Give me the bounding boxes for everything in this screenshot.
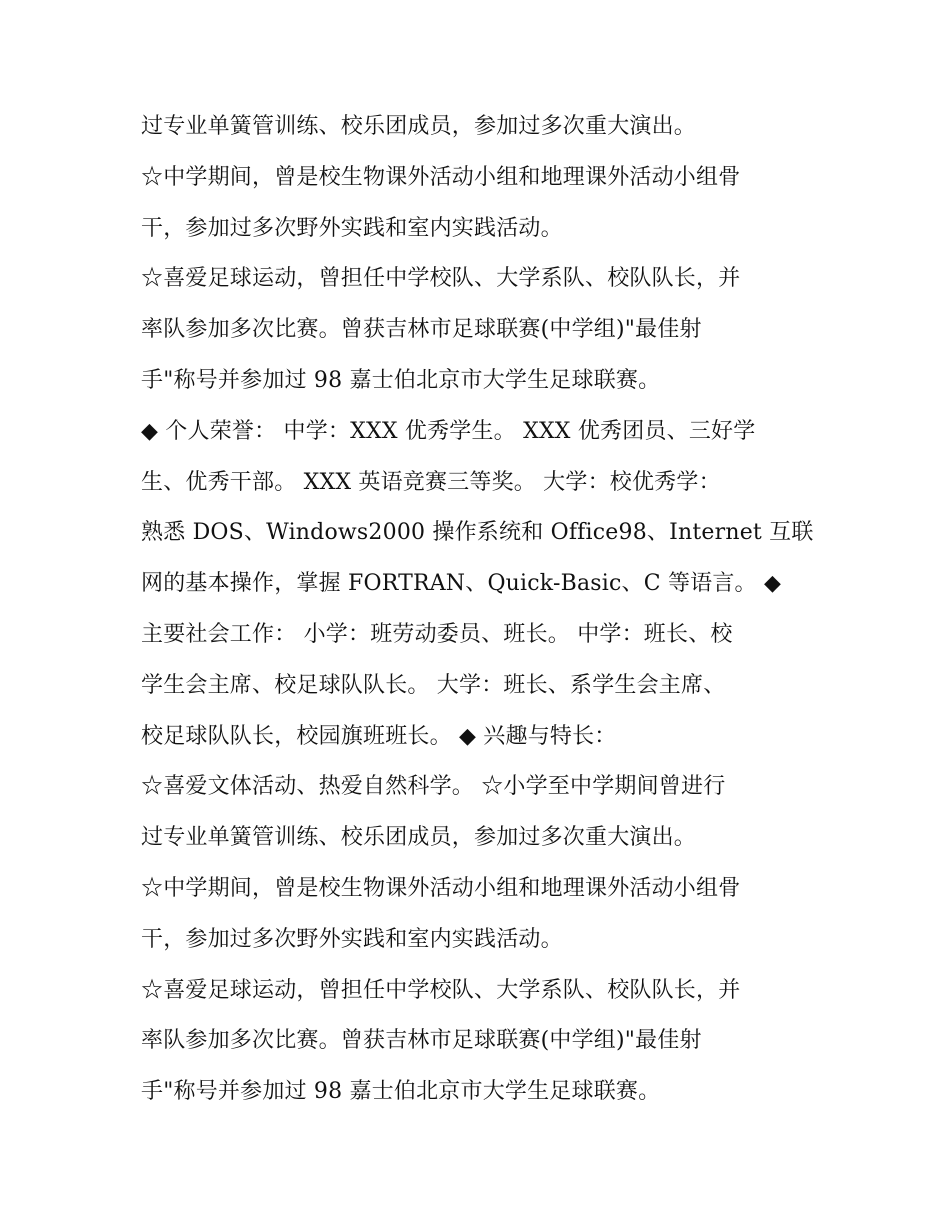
text-line: 网的基本操作，掌握 FORTRAN、Quick-Basic、C 等语言。 ◆: [141, 571, 782, 597]
text-line: 干，参加过多次野外实践和室内实践活动。: [141, 215, 563, 241]
text-line: 主要社会工作： 小学：班劳动委员、班长。 中学：班长、校: [141, 621, 733, 647]
text-line: 率队参加多次比赛。曾获吉林市足球联赛(中学组)"最佳射: [141, 1028, 702, 1054]
text-line: 过专业单簧管训练、校乐团成员，参加过多次重大演出。: [141, 825, 697, 851]
text-line: 手"称号并参加过 98 嘉士伯北京市大学生足球联赛。: [141, 1079, 661, 1105]
text-line: ◆ 个人荣誉： 中学：XXX 优秀学生。 XXX 优秀团员、三好学: [141, 418, 756, 444]
text-line: 生、优秀干部。 XXX 英语竞赛三等奖。 大学：校优秀学：: [141, 469, 721, 495]
text-line: ☆中学期间，曾是校生物课外活动小组和地理课外活动小组骨: [141, 875, 741, 901]
text-line: ☆喜爱足球运动，曾担任中学校队、大学系队、校队队长，并: [141, 977, 741, 1003]
text-line: 校足球队队长，校园旗班班长。 ◆ 兴趣与特长：: [141, 723, 617, 749]
text-line: ☆喜爱文体活动、热爱自然科学。 ☆小学至中学期间曾进行: [141, 774, 726, 800]
text-line: 干，参加过多次野外实践和室内实践活动。: [141, 926, 563, 952]
text-line: ☆喜爱足球运动，曾担任中学校队、大学系队、校队队长，并: [141, 266, 741, 292]
text-line: 率队参加多次比赛。曾获吉林市足球联赛(中学组)"最佳射: [141, 317, 702, 343]
text-line: 熟悉 DOS、Windows2000 操作系统和 Office98、Internet 互联: [141, 520, 814, 546]
text-line: 过专业单簧管训练、校乐团成员，参加过多次重大演出。: [141, 114, 697, 139]
text-line: ☆中学期间，曾是校生物课外活动小组和地理课外活动小组骨: [141, 164, 741, 190]
text-line: 手"称号并参加过 98 嘉士伯北京市大学生足球联赛。: [141, 367, 661, 393]
document-body: [141, 102, 831, 1118]
text-line: 学生会主席、校足球队队长。 大学：班长、系学生会主席、: [141, 672, 726, 698]
